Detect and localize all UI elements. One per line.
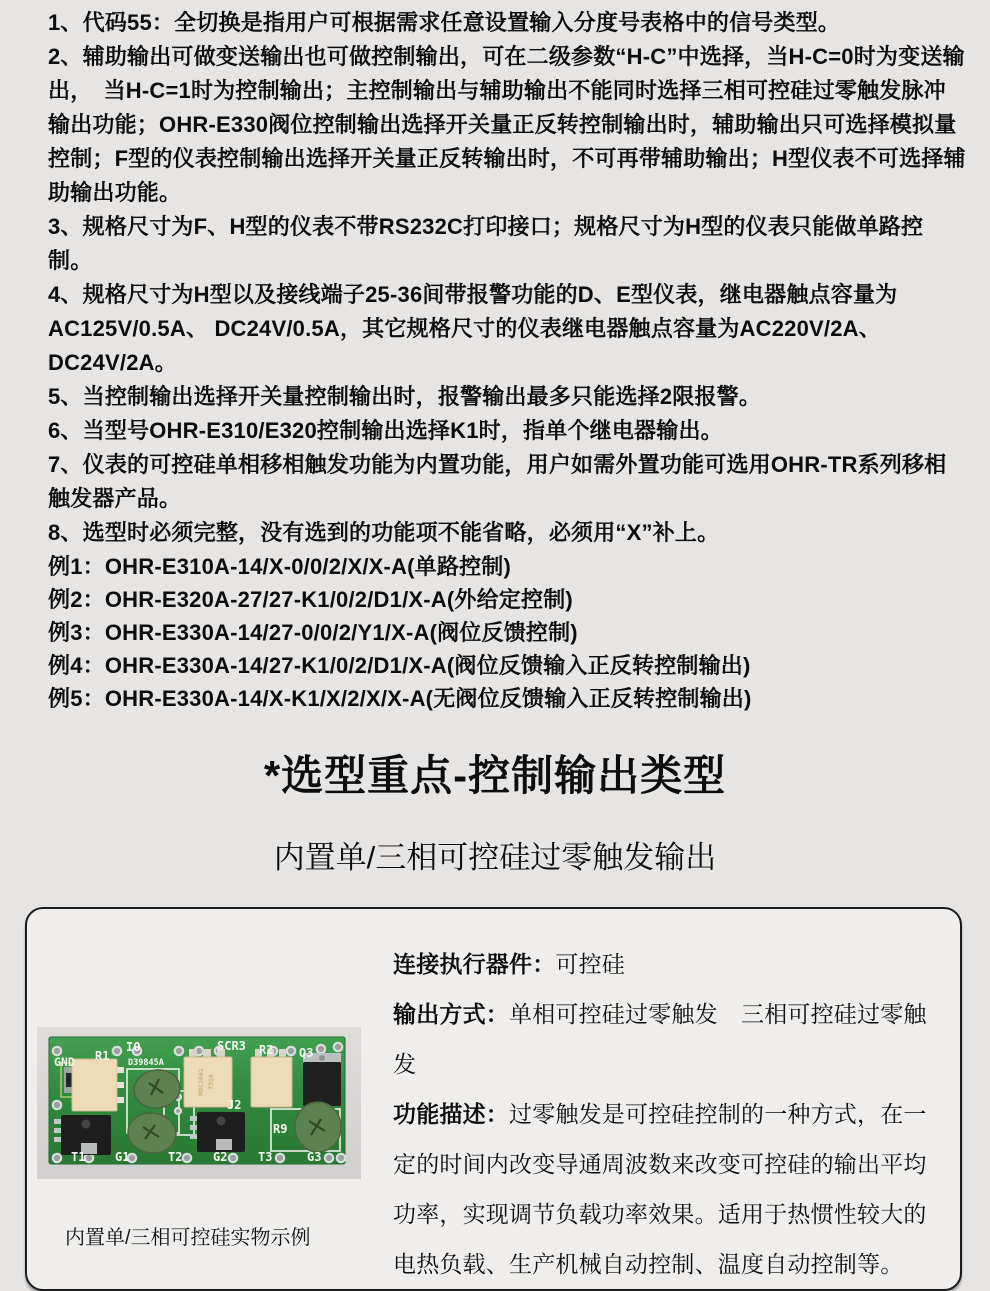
examples-block: [0, 550, 990, 715]
example-item: 例4：OHR-E330A-14/27-K1/0/2/D1/X-A(阀位反馈输入正反转控制输出): [48, 653, 751, 678]
example-item: 例1：OHR-E310A-14/X-0/0/2/X/X-A(单路控制): [48, 554, 511, 579]
chip-marking-text: MOC3061: [197, 1067, 205, 1096]
pcb-label-t2: T2: [168, 1149, 183, 1164]
to220-component: [303, 1053, 341, 1106]
card-row-value: 单相可控硅过零触发 三相可控硅过零触发: [393, 1000, 927, 1077]
note-item: 5、当控制输出选择开关量控制输出时，报警输出最多只能选择2限报警。: [48, 384, 762, 409]
pcb-label-scr3: SCR3: [217, 1038, 246, 1053]
pcb-label-g1: G1: [115, 1149, 130, 1164]
example-item: 例3：OHR-E330A-14/27-0/0/2/Y1/X-A(阀位反馈控制): [48, 620, 578, 645]
card-row-description: [393, 1089, 946, 1289]
note-item: 2、辅助输出可做变送输出也可做控制输出，可在二级参数“H-C”中选择，当H-C=0时为变送输出， 当H-C=1时为控制输出；主控制输出与辅助输出不能同时选择三相可控硅过零触发脉冲输出功能；OHR-E330阀位控制输出选择开关量正反转控制输出时，辅助输出只可选择模拟量控制；F型的仪表控制输出选择开关量正反转输出时，不可再带辅助输出；H型仪表不可选择辅助输出功能。: [48, 44, 966, 205]
pcb-label-io: IO: [126, 1039, 141, 1054]
pcb-label-r1: R1: [95, 1048, 110, 1063]
pcb-photo: [37, 1027, 361, 1179]
pcb-label-j2: J2: [227, 1097, 242, 1112]
example-item: 例5：OHR-E330A-14/X-K1/X/2/X/X-A(无阀位反馈输入正反转控制输出): [48, 686, 752, 711]
pcb-board-illustration: [37, 1027, 361, 1179]
card-photo-column: [27, 909, 389, 1289]
section-heading: *选型重点-控制输出类型: [263, 752, 727, 799]
pcb-label-r9: R9: [273, 1121, 288, 1136]
chip-marking-text2: 7310: [207, 1073, 215, 1090]
pcb-label-gnd: GND: [54, 1054, 75, 1069]
note-item: 3、规格尺寸为F、H型的仪表不带RS232C打印接口；规格尺寸为H型的仪表只能做单路控制。: [48, 214, 924, 273]
card-row-label: 输出方式：: [393, 1000, 509, 1027]
pcb-label-t1: T1: [71, 1149, 86, 1164]
card-row-label: 连接执行器件：: [393, 950, 556, 977]
product-card: [25, 907, 962, 1291]
pcb-label-g3: G3: [307, 1149, 322, 1164]
note-item: 6、当型号OHR-E310/E320控制输出选择K1时，指单个继电器输出。: [48, 418, 723, 443]
pcb-label-r2: R2: [259, 1042, 274, 1057]
notes-block: [0, 0, 990, 550]
card-row-value: 过零触发是可控硅控制的一种方式，在一定的时间内改变导通周波数来改变可控硅的输出平均功率，实现调节负载功率效果。适用于热惯性较大的电热负载、生产机械自动控制、温度自动控制等。: [393, 1100, 927, 1277]
note-item: 1、代码55：全切换是指用户可根据需求任意设置输入分度号表格中的信号类型。: [48, 10, 841, 35]
section-subtitle: 内置单/三相可控硅过零触发输出: [273, 840, 717, 876]
card-row-value: 可控硅: [555, 950, 626, 977]
note-item: 8、选型时必须完整，没有选到的功能项不能省略，必须用“X”补上。: [48, 520, 720, 545]
pcb-label-partno: D39845A: [128, 1057, 164, 1068]
card-text-column: [389, 909, 960, 1289]
pcb-label-g2: G2: [213, 1149, 228, 1164]
card-row-label: 功能描述：: [393, 1100, 509, 1127]
pcb-label-q3: Q3: [299, 1045, 314, 1060]
pcb-label-t3: T3: [258, 1149, 273, 1164]
pcb-caption: 内置单/三相可控硅实物示例: [65, 1226, 311, 1249]
card-row-actuator: [393, 939, 946, 989]
card-row-output-mode: [393, 989, 946, 1089]
example-item: 例2：OHR-E320A-27/27-K1/0/2/D1/X-A(外给定控制): [48, 587, 573, 612]
note-item: 4、规格尺寸为H型以及接线端子25-36间带报警功能的D、E型仪表，继电器触点容量为AC125V/0.5A、 DC24V/0.5A，其它规格尺寸的仪表继电器触点容量为AC220V/2A、DC24V/2A。: [48, 282, 898, 375]
note-item: 7、仪表的可控硅单相移相触发功能为内置功能，用户如需外置功能可选用OHR-TR系列移相触发器产品。: [48, 452, 947, 511]
